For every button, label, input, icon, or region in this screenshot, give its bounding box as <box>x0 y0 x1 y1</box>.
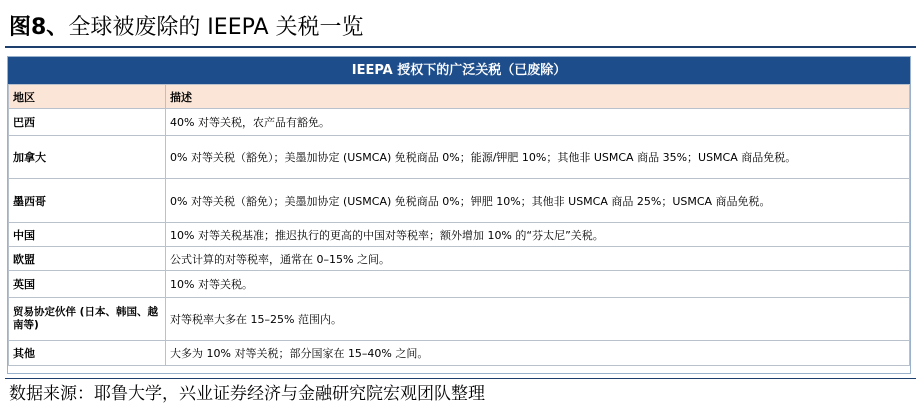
figure-label: 图8、 <box>9 15 69 40</box>
header-description: 描述 <box>166 85 910 109</box>
table-row <box>9 298 910 341</box>
source-note: 数据来源：耶鲁大学，兴业证券经济与金融研究院宏观团队整理 <box>9 384 485 404</box>
table-row <box>9 271 910 298</box>
tariff-table <box>8 84 910 366</box>
description-cell: 大多为 10% 对等关税；部分国家在 15–40% 之间。 <box>166 341 910 366</box>
table-row <box>9 223 910 247</box>
description-cell: 10% 对等关税。 <box>166 271 910 298</box>
description-cell: 0% 对等关税（豁免）；美墨加协定 (USMCA) 免税商品 0%；能源/钾肥 10%；其他非 USMCA 商品 35%；USMCA 商品免税。 <box>166 136 910 179</box>
table-row <box>9 247 910 271</box>
table-header-row <box>9 85 910 109</box>
table-row <box>9 179 910 223</box>
figure-title-text: 全球被废除的 IEEPA 关税一览 <box>68 15 364 40</box>
header-region: 地区 <box>9 85 166 109</box>
region-cell: 欧盟 <box>9 247 166 271</box>
figure-title <box>9 13 364 43</box>
tariff-table-frame <box>7 56 911 374</box>
table-banner: IEEPA 授权下的广泛关税（已废除） <box>8 57 910 84</box>
description-cell: 公式计算的对等税率，通常在 0–15% 之间。 <box>166 247 910 271</box>
title-rule <box>5 46 916 48</box>
description-cell: 40% 对等关税，农产品有豁免。 <box>166 109 910 136</box>
description-cell: 10% 对等关税基准；推迟执行的更高的中国对等税率；额外增加 10% 的“芬太尼”关税。 <box>166 223 910 247</box>
region-cell: 贸易协定伙伴 (日本、韩国、越南等) <box>9 298 166 341</box>
description-cell: 0% 对等关税（豁免）；美墨加协定 (USMCA) 免税商品 0%；钾肥 10%；其他非 USMCA 商品 25%；USMCA 商品免税。 <box>166 179 910 223</box>
table-row <box>9 109 910 136</box>
table-row <box>9 136 910 179</box>
description-cell: 对等税率大多在 15–25% 范围内。 <box>166 298 910 341</box>
region-cell: 其他 <box>9 341 166 366</box>
region-cell: 加拿大 <box>9 136 166 179</box>
region-cell: 英国 <box>9 271 166 298</box>
region-cell: 巴西 <box>9 109 166 136</box>
region-cell: 中国 <box>9 223 166 247</box>
source-rule <box>5 378 916 379</box>
region-cell: 墨西哥 <box>9 179 166 223</box>
table-row <box>9 341 910 366</box>
